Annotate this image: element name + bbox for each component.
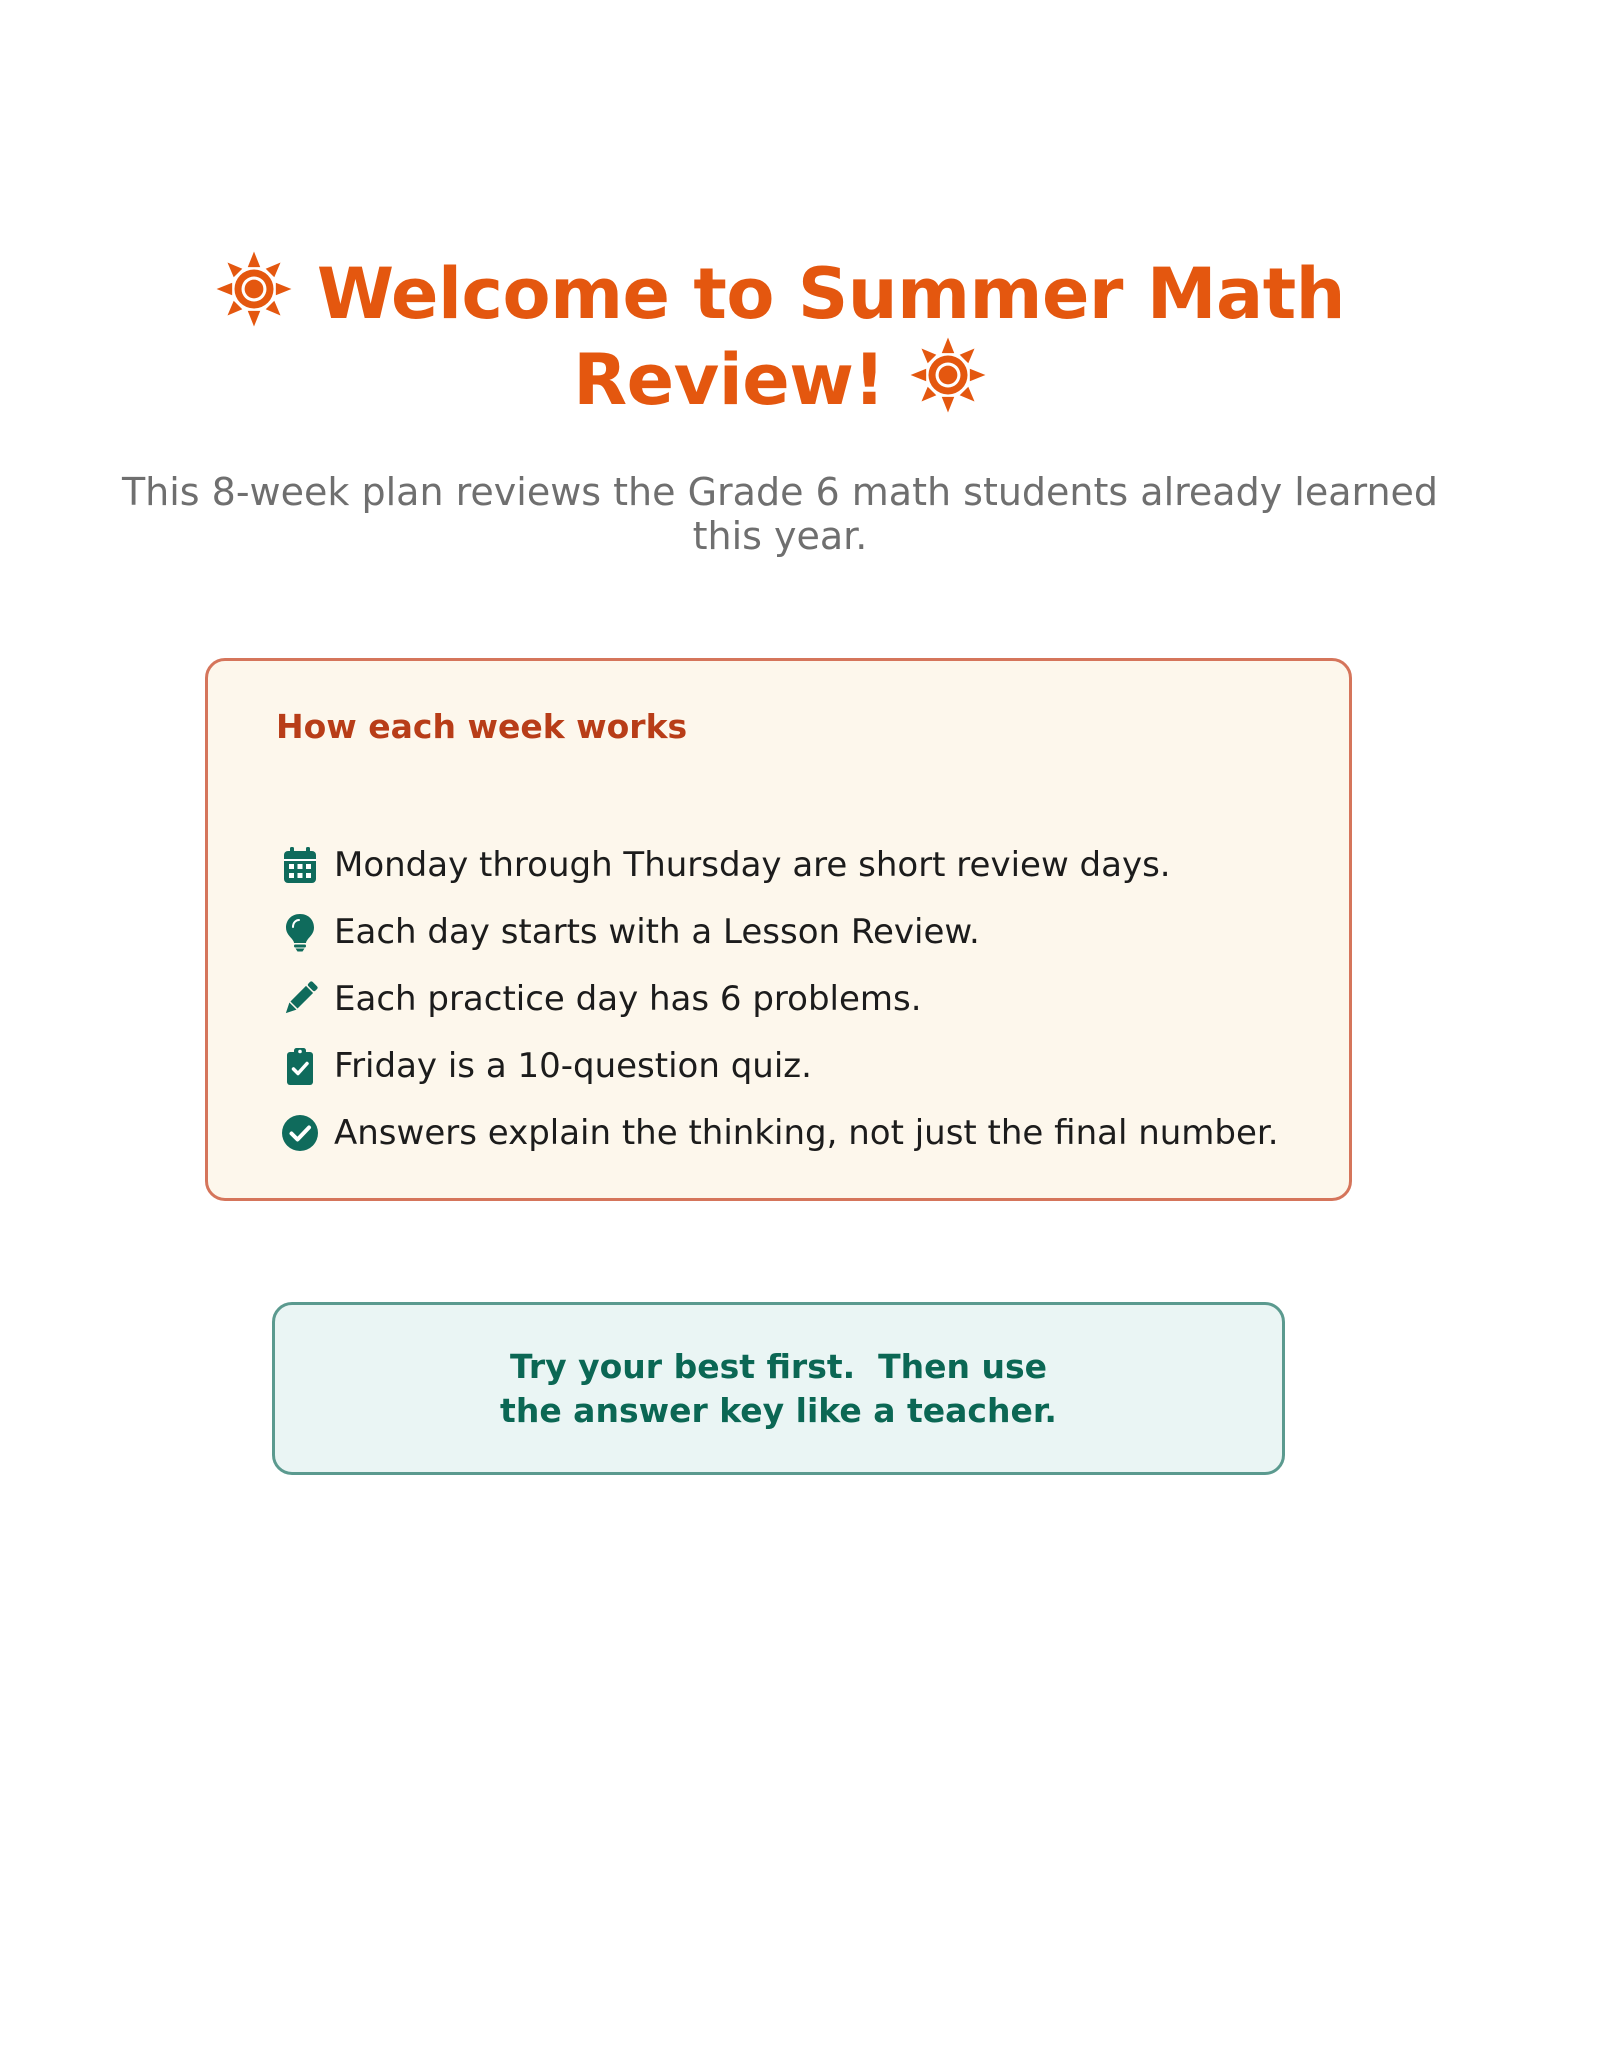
page-subtitle (110, 470, 1450, 558)
subtitle-line-2: this year. (692, 514, 868, 558)
sun-icon (215, 250, 293, 328)
pencil-icon (280, 979, 320, 1019)
list-item-text: Friday is a 10-question quiz. (334, 1045, 812, 1086)
check-circle-icon (280, 1113, 320, 1153)
subtitle-line-1: This 8-week plan reviews the Grade 6 math students already learned (121, 470, 1439, 514)
list-item-text: Answers explain the thinking, not just the final number. (334, 1112, 1279, 1153)
list-item (280, 1099, 1279, 1166)
page-title (120, 250, 1440, 422)
tip-box (272, 1302, 1285, 1475)
sun-icon (909, 336, 987, 414)
calendar-icon (280, 845, 320, 885)
tip-text (275, 1345, 1282, 1433)
title-text-2: Review! (573, 339, 885, 421)
title-text-1: Welcome to Summer Math (316, 253, 1346, 335)
clipboard-check-icon (280, 1046, 320, 1086)
list-item-text: Monday through Thursday are short review days. (334, 844, 1171, 885)
tip-line-1: Try your best first. Then use (509, 1347, 1048, 1386)
title-line-2 (120, 336, 1440, 422)
how-it-works-box (205, 658, 1352, 1201)
lightbulb-icon (280, 912, 320, 952)
how-it-works-list (280, 831, 1279, 1166)
how-it-works-heading: How each week works (276, 707, 688, 746)
list-item (280, 831, 1279, 898)
list-item (280, 1032, 1279, 1099)
list-item (280, 898, 1279, 965)
list-item (280, 965, 1279, 1032)
tip-line-2: the answer key like a teacher. (500, 1391, 1057, 1430)
list-item-text: Each day starts with a Lesson Review. (334, 911, 980, 952)
list-item-text: Each practice day has 6 problems. (334, 978, 922, 1019)
title-line-1 (120, 250, 1440, 336)
